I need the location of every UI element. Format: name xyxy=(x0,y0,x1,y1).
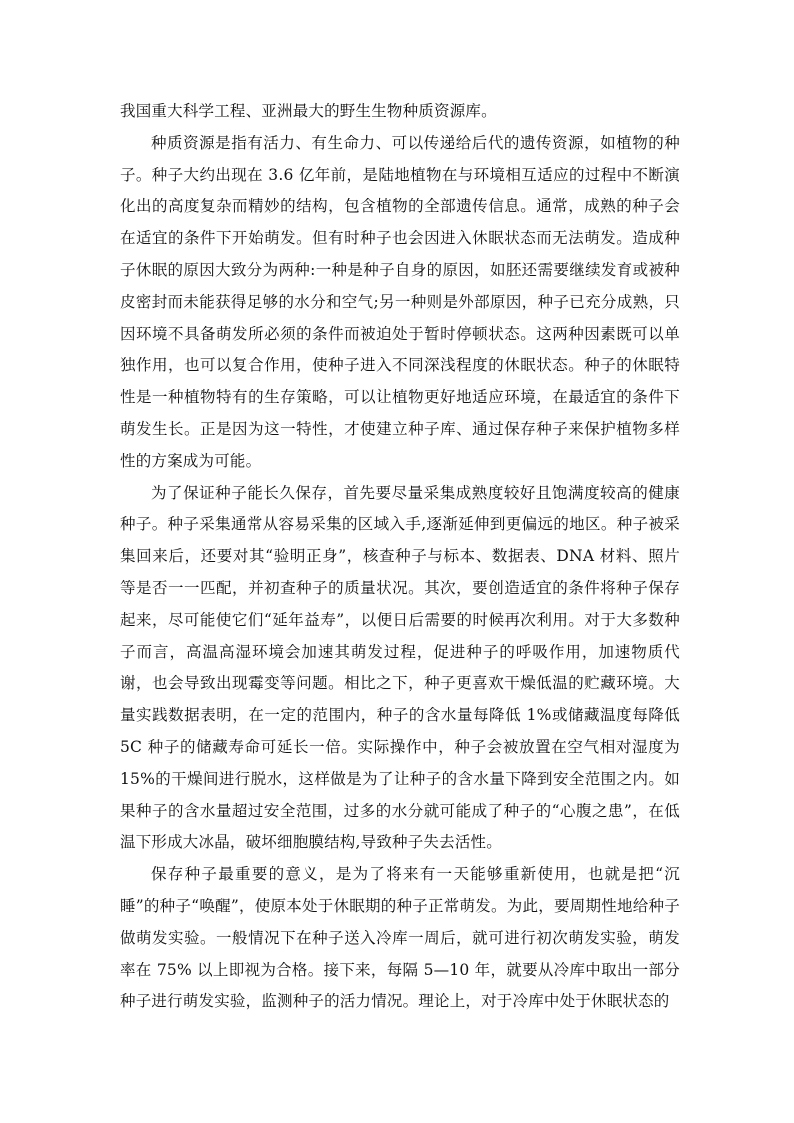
paragraph-4: 保存种子最重要的意义，是为了将来有一天能够重新使用，也就是把“沉睡”的种子“唤醒”，使原本处于休眠期的种子正常萌发。为此，要周期性地给种子做萌发实验。一般情况下在种子送入冷库一周后，就可进行初次萌发实验，萌发率在 75% 以上即视为合格。接下来，每隔 5—10 年，就要从冷库中取出一部分种子进行萌发实验，监测种子的活力情况。理论上，对于冷库中处于休眠状态的 xyxy=(120,865,680,1011)
paragraph-3: 为了保证种子能长久保存，首先要尽量采集成熟度较好且饱满度较高的健康种子。种子采集通常从容易采集的区域入手,逐渐延伸到更偏远的地区。种子被采集回来后，还要对其“验明正身”，核查种子与标本、数据表、DNA 材料、照片等是否一一匹配，并初查种子的质量状况。其次，要创造适宜的条件将种子保存起来，尽可能使它们“延年益寿”，以便日后需要的时候再次利用。对于大多数种子而言，高温高湿环境会加速其萌发过程，促进种子的呼吸作用，加速物质代谢，也会导致出现霉变等问题。相比之下，种子更喜欢干燥低温的贮藏环境。大量实践数据表明，在一定的范围内，种子的含水量每降低 1%或储藏温度每降低 5C 种子的储藏寿命可延长一倍。实际操作中，种子会被放置在空气相对湿度为 15%的干燥间进行脱水，这样做是为了让种子的含水量下降到安全范围之内。如果种子的含水量超过安全范围，过多的水分就可能成了种子的“心腹之患”，在低温下形成大冰晶，破坏细胞膜结构,导致种子失去活性。 xyxy=(120,483,680,852)
paragraph-1-continuation: 我国重大科学工程、亚洲最大的野生生物种质资源库。 xyxy=(120,102,497,120)
paragraph-2: 种质资源是指有活力、有生命力、可以传递给后代的遗传资源，如植物的种子。种子大约出现在 3.6 亿年前，是陆地植物在与环境相互适应的过程中不断演化出的高度复杂而精妙的结构，包含植物的全部遗传信息。通常，成熟的种子会在适宜的条件下开始萌发。但有时种子也会因进入休眠状态而无法萌发。造成种子休眠的原因大致分为两种:一种是种子自身的原因，如胚还需要继续发育或被种皮密封而未能获得足够的水分和空气;另一种则是外部原因，种子已充分成熟，只因环境不具备萌发所必须的条件而被迫处于暂时停顿状态。这两种因素既可以单独作用，也可以复合作用，使种子进入不同深浅程度的休眠状态。种子的休眠特性是一种植物特有的生存策略，可以让植物更好地适应环境，在最适宜的条件下萌发生长。正是因为这一特性，才使建立种子库、通过保存种子来保护植物多样性的方案成为可能。 xyxy=(120,133,680,470)
document-body xyxy=(120,96,680,1018)
